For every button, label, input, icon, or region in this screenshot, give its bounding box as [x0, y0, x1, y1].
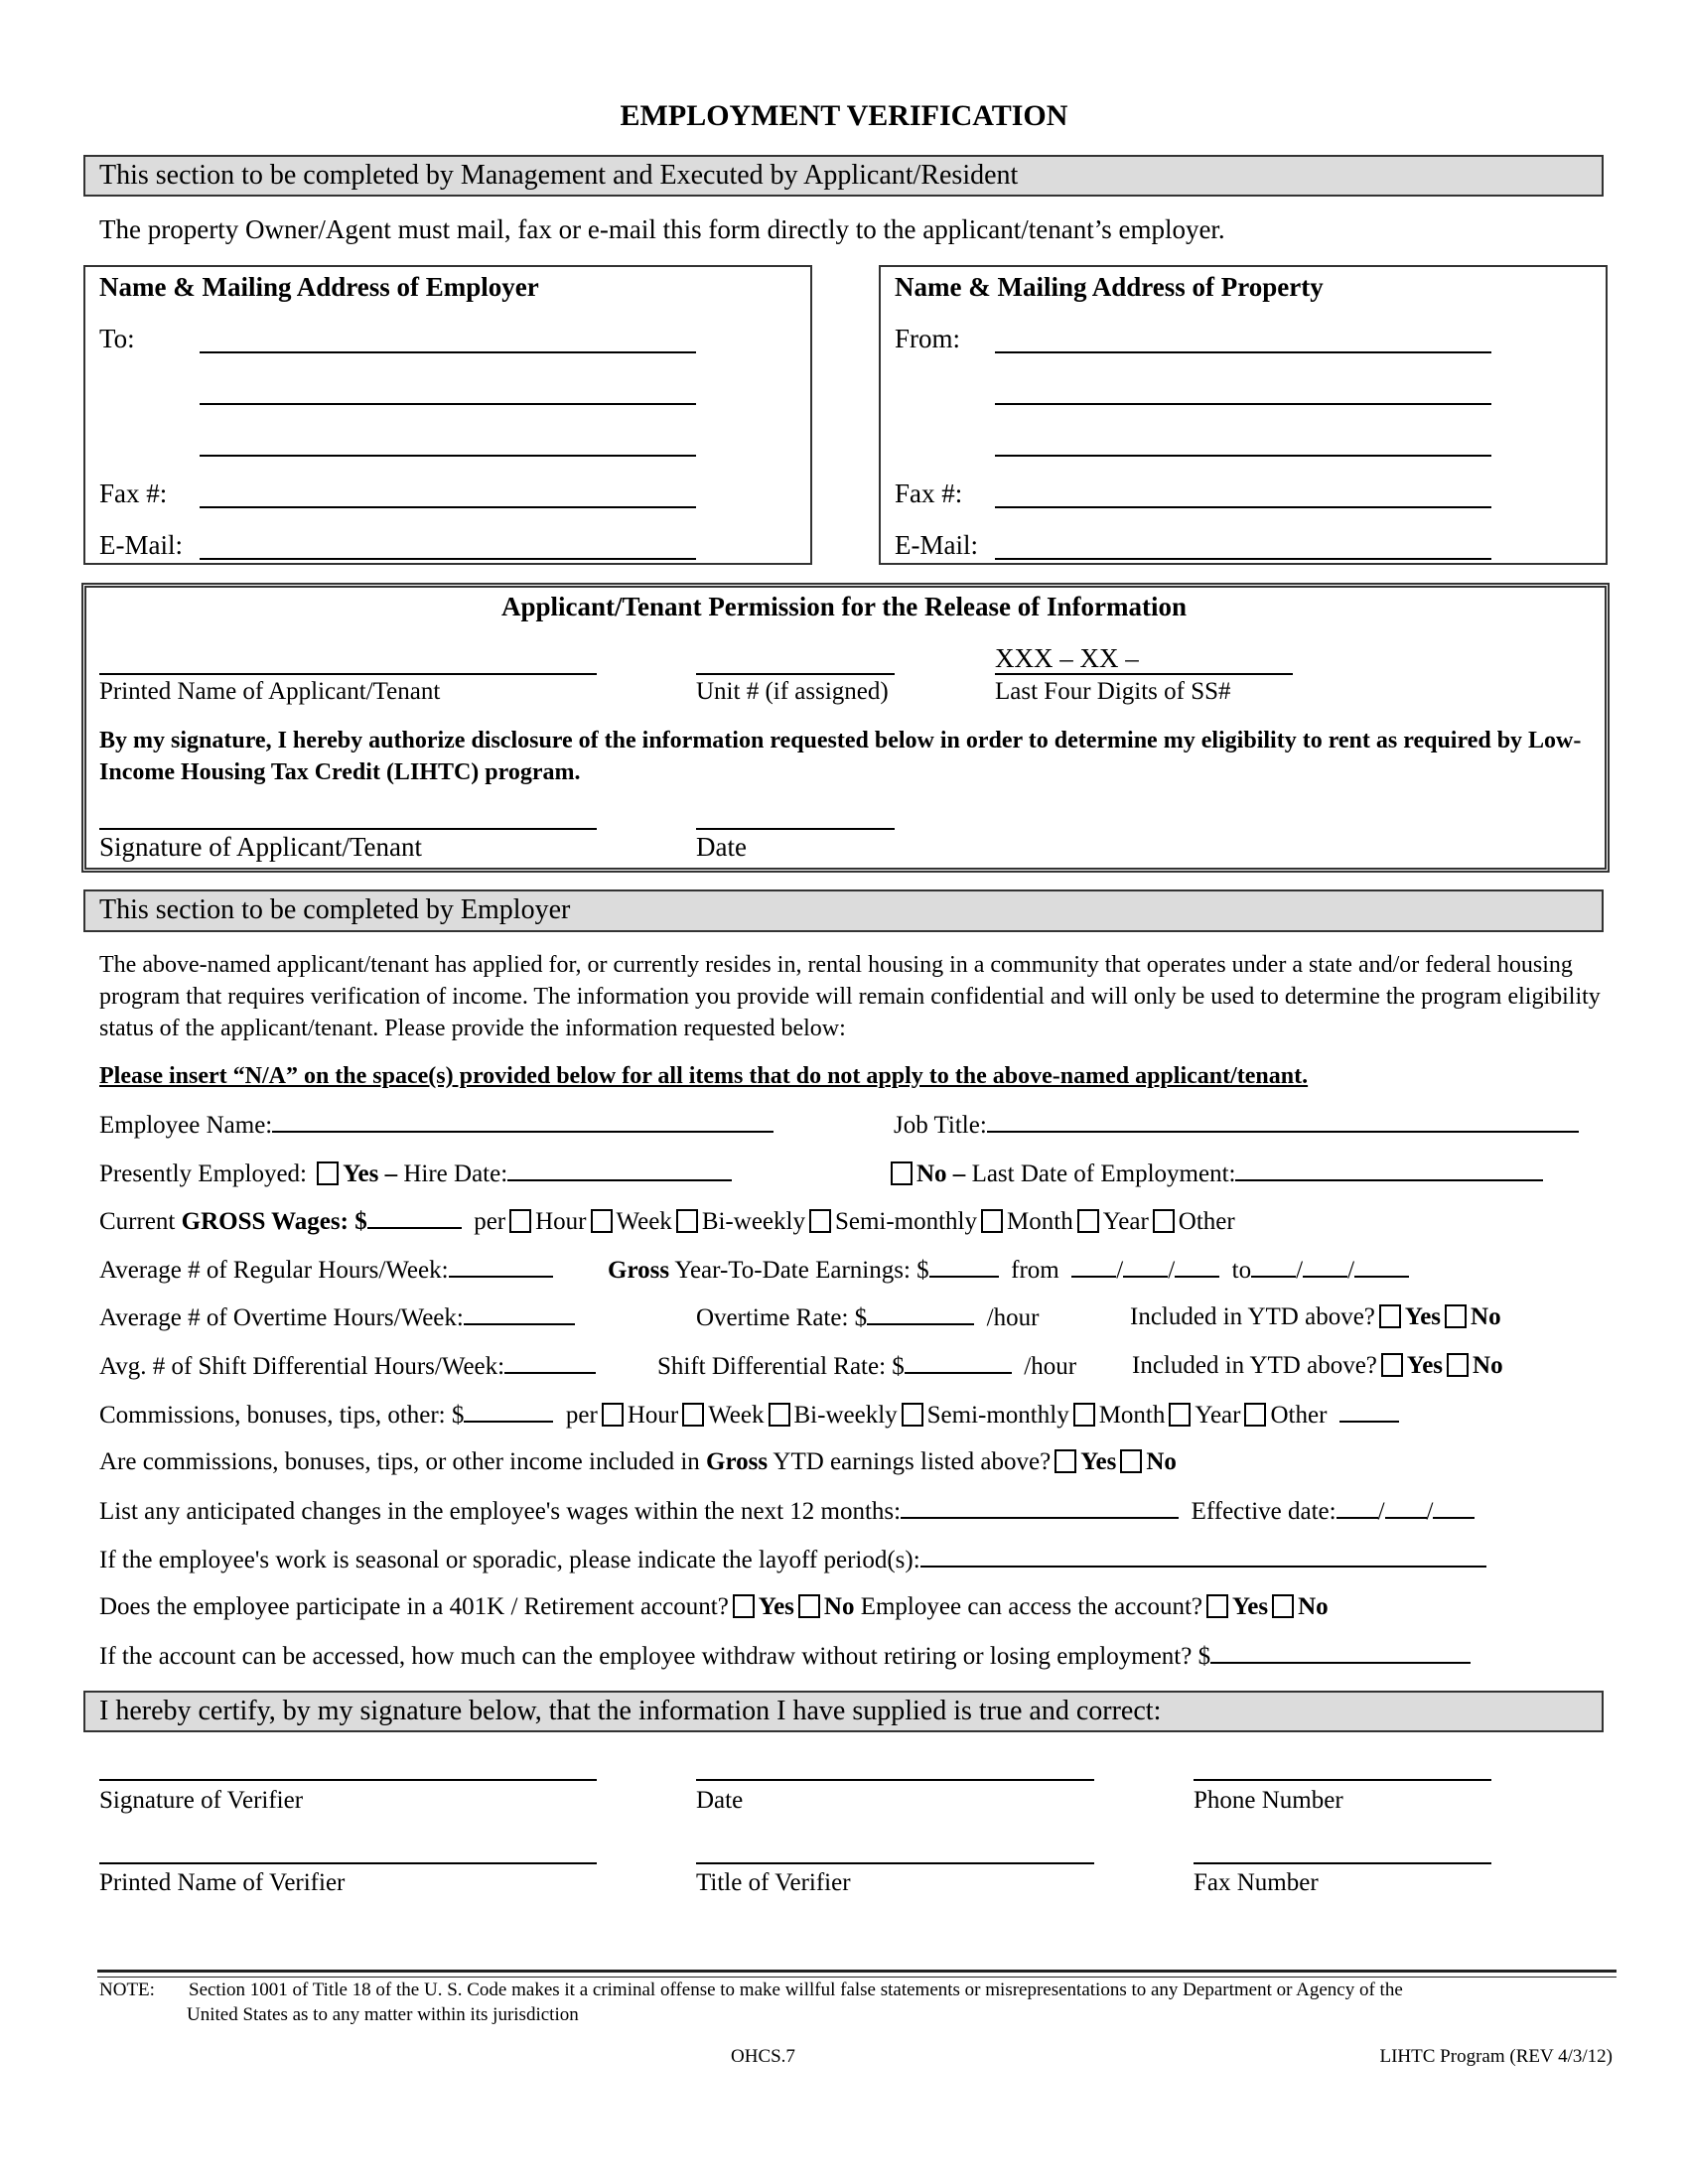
- overtime-ytd-yes-checkbox[interactable]: [1379, 1304, 1401, 1328]
- employer-fax-line[interactable]: [200, 506, 696, 508]
- property-from-line-2[interactable]: [995, 403, 1491, 405]
- presently-employed-label: Presently Employed:: [99, 1160, 307, 1187]
- property-fax-line[interactable]: [995, 506, 1491, 508]
- seasonal-label: If the employee's work is seasonal or sporadic, please indicate the layoff period(s):: [99, 1547, 920, 1573]
- job-title-label: Job Title:: [894, 1112, 987, 1139]
- note-label: NOTE:: [99, 1979, 155, 2000]
- row-employee-name: [99, 1111, 1609, 1141]
- employer-to-line-1[interactable]: [200, 351, 696, 353]
- retirement-yes-checkbox[interactable]: [733, 1594, 755, 1618]
- included-ytd-label: Included in YTD above?: [1130, 1303, 1375, 1330]
- comm-other-checkbox[interactable]: [1244, 1403, 1266, 1427]
- applicant-signature-line[interactable]: [99, 828, 597, 830]
- from-year-field[interactable]: [1175, 1256, 1219, 1278]
- verifier-signature-label: Signature of Verifier: [99, 1787, 304, 1814]
- included-ytd-label: Included in YTD above?: [1132, 1352, 1377, 1379]
- employed-yes-checkbox[interactable]: [317, 1161, 339, 1185]
- note-line-2: United States as to any matter within its jurisdiction: [187, 2004, 579, 2025]
- verifier-fax-line[interactable]: [1194, 1862, 1491, 1864]
- slash: /: [1377, 1498, 1385, 1525]
- comm-included-yes-checkbox[interactable]: [1055, 1449, 1076, 1473]
- withdraw-question: If the account can be accessed, how much can the employee withdraw without retiring or losing employment? $: [99, 1643, 1211, 1670]
- ytd-earnings-field[interactable]: [929, 1256, 999, 1278]
- row-shift-differential: [99, 1352, 1609, 1382]
- wages-biweekly-checkbox[interactable]: [676, 1209, 698, 1233]
- employer-email-line[interactable]: [200, 558, 696, 560]
- current-label: Current: [99, 1208, 176, 1235]
- comm-semimonthly-checkbox[interactable]: [902, 1403, 923, 1427]
- avg-overtime-label: Average # of Overtime Hours/Week:: [99, 1304, 464, 1331]
- comm-year-checkbox[interactable]: [1169, 1403, 1191, 1427]
- employer-to-line-2[interactable]: [200, 403, 696, 405]
- overtime-ytd-no-checkbox[interactable]: [1445, 1304, 1467, 1328]
- verifier-date-line[interactable]: [696, 1779, 1094, 1781]
- to-month-field[interactable]: [1251, 1256, 1296, 1278]
- shift-rate-label: Shift Differential Rate: $: [657, 1353, 905, 1380]
- from-month-field[interactable]: [1071, 1256, 1116, 1278]
- from-label: From:: [895, 324, 961, 353]
- wages-hour-checkbox[interactable]: [509, 1209, 531, 1233]
- applicant-signature-label: Signature of Applicant/Tenant: [99, 832, 423, 862]
- section-header-management: This section to be completed by Management and Executed by Applicant/Resident: [83, 155, 1604, 197]
- hire-date-label: Hire Date:: [403, 1160, 508, 1187]
- no-label: No: [1146, 1448, 1177, 1475]
- verifier-signature-line[interactable]: [99, 1779, 597, 1781]
- gross-wages-field[interactable]: [367, 1207, 462, 1229]
- overtime-rate-field[interactable]: [867, 1303, 974, 1325]
- form-id: OHCS.7: [731, 2046, 795, 2067]
- per-label: per: [474, 1208, 506, 1235]
- effective-year-field[interactable]: [1433, 1497, 1475, 1519]
- no-dash-label: No –: [916, 1160, 966, 1187]
- row-seasonal: [99, 1546, 1486, 1574]
- anticipated-changes-field[interactable]: [901, 1497, 1179, 1519]
- no-label: No: [1473, 1352, 1503, 1379]
- gross-label: Gross: [706, 1448, 769, 1475]
- access-yes-checkbox[interactable]: [1206, 1594, 1228, 1618]
- certify-header: I hereby certify, by my signature below, that the information I have supplied is true and correct:: [83, 1691, 1604, 1732]
- to-year-field[interactable]: [1354, 1256, 1409, 1278]
- note-line-1: Section 1001 of Title 18 of the U. S. Code makes it a criminal offense to make willful false statements or misrepresentations to any Department or Agency of the: [189, 1979, 1403, 2000]
- shift-rate-field[interactable]: [905, 1352, 1012, 1374]
- employer-to-line-3[interactable]: [200, 455, 696, 457]
- period-month-label: Month: [1007, 1208, 1073, 1235]
- property-from-line-3[interactable]: [995, 455, 1491, 457]
- row-withdraw: [99, 1642, 1471, 1671]
- yes-label: Yes: [1406, 1352, 1444, 1379]
- slash: /: [1296, 1257, 1304, 1284]
- yes-label: Yes: [1404, 1303, 1442, 1330]
- instruction-text: The property Owner/Agent must mail, fax or e-mail this form directly to the applicant/tenant’s employer.: [99, 214, 1225, 244]
- yes-dash-label: Yes –: [343, 1160, 398, 1187]
- yes-label: Yes: [1231, 1593, 1269, 1620]
- retirement-no-checkbox[interactable]: [798, 1594, 820, 1618]
- verifier-phone-label: Phone Number: [1194, 1787, 1343, 1814]
- last-date-label: Last Date of Employment:: [971, 1160, 1236, 1187]
- period-year-label: Year: [1102, 1208, 1149, 1235]
- employer-address-box: [83, 265, 812, 565]
- to-label: To:: [99, 324, 135, 353]
- ss-line[interactable]: [995, 673, 1293, 675]
- printed-name-line[interactable]: [99, 673, 597, 675]
- retirement-question: Does the employee participate in a 401K / Retirement account?: [99, 1593, 729, 1620]
- period-other-label: Other: [1178, 1208, 1235, 1235]
- to-day-field[interactable]: [1303, 1256, 1347, 1278]
- wages-week-checkbox[interactable]: [591, 1209, 613, 1233]
- per-hour-label: /hour: [986, 1304, 1040, 1331]
- avg-shift-field[interactable]: [504, 1352, 596, 1374]
- access-no-checkbox[interactable]: [1272, 1594, 1294, 1618]
- slash: /: [1347, 1257, 1355, 1284]
- property-from-line-1[interactable]: [995, 351, 1491, 353]
- employer-fax-label: Fax #:: [99, 478, 168, 508]
- printed-name-label: Printed Name of Applicant/Tenant: [99, 678, 441, 705]
- slash: /: [1426, 1498, 1434, 1525]
- period-week-label: Week: [616, 1208, 672, 1235]
- access-question: Employee can access the account?: [860, 1593, 1202, 1620]
- from-label: from: [1011, 1257, 1059, 1284]
- hire-date-field[interactable]: [507, 1160, 732, 1181]
- overtime-rate-label: Overtime Rate: $: [696, 1304, 868, 1331]
- withdraw-amount-field[interactable]: [1210, 1642, 1471, 1664]
- comm-other-field[interactable]: [1339, 1401, 1399, 1423]
- wages-semimonthly-checkbox[interactable]: [809, 1209, 831, 1233]
- are-commissions-label-b: YTD earnings listed above?: [773, 1448, 1052, 1475]
- commissions-label: Commissions, bonuses, tips, other: $: [99, 1402, 465, 1429]
- property-email-line[interactable]: [995, 558, 1491, 560]
- period-other-label: Other: [1270, 1402, 1328, 1429]
- gross-label: Gross: [608, 1257, 670, 1284]
- yes-label: Yes: [758, 1593, 794, 1620]
- footer-divider: [97, 1970, 1617, 1978]
- property-address-box: [879, 265, 1608, 565]
- effective-date-label: Effective date:: [1191, 1498, 1336, 1525]
- ytd-earnings-label: Year-To-Date Earnings: $: [674, 1257, 929, 1284]
- row-anticipated-changes: [99, 1497, 1475, 1526]
- from-day-field[interactable]: [1123, 1256, 1168, 1278]
- avg-overtime-field[interactable]: [464, 1303, 575, 1325]
- period-semimonthly-label: Semi-monthly: [834, 1208, 978, 1235]
- job-title-field[interactable]: [987, 1111, 1579, 1133]
- period-biweekly-label: Bi-weekly: [793, 1402, 898, 1429]
- are-commissions-label: Are commissions, bonuses, tips, or other income included in: [99, 1448, 700, 1475]
- period-hour-label: Hour: [627, 1402, 679, 1429]
- yes-label: Yes: [1080, 1448, 1117, 1475]
- to-date-label: to: [1231, 1257, 1252, 1284]
- shift-ytd-yes-checkbox[interactable]: [1381, 1353, 1403, 1377]
- no-label: No: [1298, 1593, 1329, 1620]
- no-label: No: [823, 1593, 855, 1620]
- verifier-printed-name-label: Printed Name of Verifier: [99, 1869, 346, 1896]
- last-date-field[interactable]: [1235, 1160, 1543, 1181]
- comm-week-checkbox[interactable]: [682, 1403, 704, 1427]
- verifier-phone-line[interactable]: [1194, 1779, 1491, 1781]
- unit-label: Unit # (if assigned): [696, 678, 889, 705]
- verifier-fax-label: Fax Number: [1194, 1869, 1319, 1896]
- wages-other-checkbox[interactable]: [1153, 1209, 1175, 1233]
- row-retirement: [99, 1593, 1329, 1621]
- applicant-date-line[interactable]: [696, 828, 895, 830]
- row-overtime: [99, 1303, 1609, 1333]
- wages-month-checkbox[interactable]: [981, 1209, 1003, 1233]
- period-semimonthly-label: Semi-monthly: [926, 1402, 1069, 1429]
- row-commissions-included: [99, 1448, 1177, 1476]
- property-email-label: E-Mail:: [895, 530, 978, 560]
- slash: /: [1116, 1257, 1124, 1284]
- period-week-label: Week: [708, 1402, 765, 1429]
- comm-biweekly-checkbox[interactable]: [769, 1403, 790, 1427]
- na-instruction: Please insert “N/A” on the space(s) provided below for all items that do not apply to the above-named applicant/tenant.: [99, 1063, 1309, 1089]
- ss-label: Last Four Digits of SS#: [995, 678, 1231, 705]
- period-biweekly-label: Bi-weekly: [701, 1208, 805, 1235]
- section-header-employer: This section to be completed by Employer: [83, 889, 1604, 932]
- slash: /: [1168, 1257, 1176, 1284]
- effective-day-field[interactable]: [1385, 1497, 1427, 1519]
- employed-no-checkbox[interactable]: [891, 1161, 913, 1185]
- row-commissions: [99, 1401, 1399, 1430]
- wages-year-checkbox[interactable]: [1077, 1209, 1099, 1233]
- employee-name-field[interactable]: [272, 1111, 774, 1133]
- verifier-printed-name-line[interactable]: [99, 1862, 597, 1864]
- row-presently-employed: [99, 1160, 1609, 1189]
- verifier-date-label: Date: [696, 1787, 744, 1814]
- avg-regular-label: Average # of Regular Hours/Week:: [99, 1257, 449, 1284]
- period-month-label: Month: [1098, 1402, 1166, 1429]
- verifier-title-label: Title of Verifier: [696, 1869, 851, 1896]
- unit-line[interactable]: [696, 673, 895, 675]
- authorization-text: By my signature, I hereby authorize disclosure of the information requested below in order to determine my eligibility to rent as required by Low-Income Housing Tax Credit (LIHTC) program.: [99, 728, 1582, 785]
- employer-paragraph: The above-named applicant/tenant has applied for, or currently resides in, rental housing in a community that operates under a state and/or federal housing program that requires verification of income. The information you provide will remain confidential and will only be used to determine the program eligibility status of the applicant/tenant. Please provide the information requested below:: [99, 952, 1601, 1041]
- employee-name-label: Employee Name:: [99, 1112, 273, 1139]
- period-hour-label: Hour: [535, 1208, 587, 1235]
- permission-heading: Applicant/Tenant Permission for the Release of Information: [501, 592, 1187, 621]
- period-year-label: Year: [1195, 1402, 1241, 1429]
- page-title: EMPLOYMENT VERIFICATION: [620, 99, 1068, 132]
- program-revision: LIHTC Program (REV 4/3/12): [1379, 2046, 1613, 2067]
- applicant-date-label: Date: [696, 832, 747, 862]
- per-label: per: [565, 1402, 598, 1429]
- per-hour-label: /hour: [1024, 1353, 1077, 1380]
- no-label: No: [1471, 1303, 1501, 1330]
- comm-month-checkbox[interactable]: [1073, 1403, 1095, 1427]
- avg-shift-label: Avg. # of Shift Differential Hours/Week:: [99, 1353, 505, 1380]
- avg-regular-field[interactable]: [449, 1256, 553, 1278]
- property-box-heading: Name & Mailing Address of Property: [895, 272, 1324, 302]
- comm-hour-checkbox[interactable]: [602, 1403, 624, 1427]
- ss-prefix: XXX – XX –: [995, 643, 1139, 673]
- commissions-field[interactable]: [464, 1401, 553, 1423]
- comm-included-no-checkbox[interactable]: [1120, 1449, 1142, 1473]
- shift-ytd-no-checkbox[interactable]: [1447, 1353, 1469, 1377]
- layoff-period-field[interactable]: [920, 1546, 1486, 1568]
- effective-month-field[interactable]: [1336, 1497, 1378, 1519]
- row-regular-hours: [99, 1256, 1609, 1286]
- row-gross-wages: [99, 1207, 1235, 1236]
- employer-box-heading: Name & Mailing Address of Employer: [99, 272, 539, 302]
- anticipated-changes-label: List any anticipated changes in the employee's wages within the next 12 months:: [99, 1498, 902, 1525]
- employer-email-label: E-Mail:: [99, 530, 183, 560]
- gross-wages-label: GROSS Wages: $: [181, 1208, 367, 1235]
- property-fax-label: Fax #:: [895, 478, 963, 508]
- verifier-title-line[interactable]: [696, 1862, 1094, 1864]
